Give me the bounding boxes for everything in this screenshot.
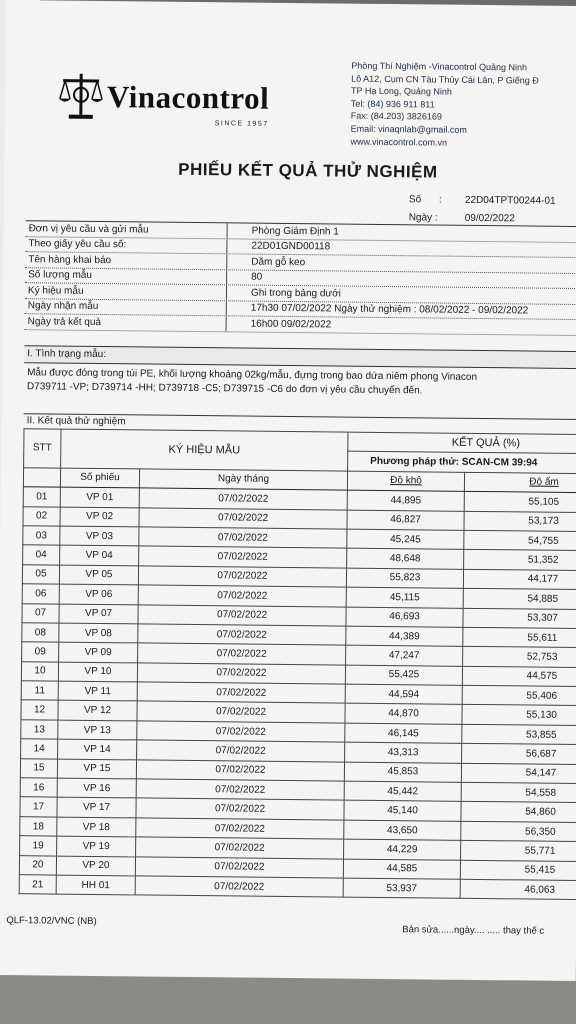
cell-doam: 55,406 bbox=[462, 685, 576, 706]
cell-dokho: 53,937 bbox=[343, 878, 460, 899]
cell-dokho: 45,115 bbox=[346, 587, 463, 608]
cell-ngay: 07/02/2022 bbox=[136, 837, 344, 859]
cell-dokho: 48,648 bbox=[347, 548, 464, 569]
cell-ngay: 07/02/2022 bbox=[137, 721, 345, 743]
cell-sp: VP 11 bbox=[58, 681, 137, 701]
cell-sp: VP 12 bbox=[58, 701, 137, 721]
info-label: Số lượng mẫu bbox=[25, 268, 227, 285]
cell-doam: 54,755 bbox=[464, 530, 576, 551]
header-ketqua: KẾT QUẢ (%) bbox=[348, 432, 576, 454]
cell-stt: 11 bbox=[21, 681, 58, 701]
cell-stt: 15 bbox=[20, 758, 57, 778]
cell-dokho: 44,229 bbox=[344, 839, 461, 860]
header-doam: Độ ẩm bbox=[464, 472, 576, 493]
cell-sp: VP 15 bbox=[57, 759, 136, 779]
cell-doam: 55,611 bbox=[463, 627, 576, 648]
cell-ngay: 07/02/2022 bbox=[138, 604, 346, 626]
cell-ngay: 07/02/2022 bbox=[138, 643, 346, 665]
cell-doam: 55,105 bbox=[464, 491, 576, 512]
cell-dokho: 45,853 bbox=[344, 762, 461, 783]
cell-ngay: 07/02/2022 bbox=[136, 818, 344, 840]
info-label: Tên hàng khai báo bbox=[25, 252, 227, 269]
cell-sp: VP 04 bbox=[60, 545, 139, 565]
cell-dokho: 46,693 bbox=[346, 607, 463, 628]
cell-sp: VP 13 bbox=[58, 720, 137, 740]
cell-ngay: 07/02/2022 bbox=[138, 624, 346, 646]
cell-doam: 55,415 bbox=[460, 860, 576, 881]
cell-dokho: 44,895 bbox=[347, 490, 464, 511]
cell-sp: VP 05 bbox=[59, 565, 138, 585]
since-label: SINCE 1957 bbox=[214, 120, 269, 128]
contact-line: Email: vinaqnlab@gmail.com bbox=[350, 123, 467, 135]
cell-dokho: 46,827 bbox=[347, 510, 464, 531]
section-text: Mẫu được đóng trong túi PE, khối lượng khoảng 02kg/mẫu, đựng trong bao dứa niêm phong Vinacon bbox=[27, 367, 478, 383]
cell-dokho: 43,650 bbox=[344, 820, 461, 841]
cell-ngay: 07/02/2022 bbox=[139, 507, 347, 529]
cell-sp: VP 10 bbox=[58, 662, 137, 682]
cell-stt: 08 bbox=[22, 623, 59, 643]
cell-ngay: 07/02/2022 bbox=[135, 876, 343, 898]
info-value: Ghi trong bảng dưới bbox=[250, 287, 341, 300]
header-dokho: Độ khô bbox=[347, 471, 464, 492]
company-logo bbox=[59, 71, 270, 128]
cell-sp: VP 02 bbox=[60, 507, 139, 527]
cell-doam: 54,558 bbox=[461, 782, 576, 803]
scales-logo-icon bbox=[59, 71, 104, 121]
cell-stt: 16 bbox=[20, 778, 57, 798]
contact-line: Phòng Thí Nghiệm -Vinacontrol Quảng Ninh bbox=[351, 60, 528, 73]
section-heading: I. Tình trạng mẫu: bbox=[24, 345, 576, 369]
cell-ngay: 07/02/2022 bbox=[139, 527, 347, 549]
so-colon: : bbox=[438, 194, 442, 206]
cell-stt: 19 bbox=[20, 836, 57, 856]
cell-doam: 53,307 bbox=[463, 608, 576, 629]
cell-ngay: 07/02/2022 bbox=[135, 856, 343, 878]
cell-doam: 55,130 bbox=[462, 705, 576, 726]
contact-line: Fax: (84.203) 3826169 bbox=[350, 110, 442, 122]
cell-sp: VP 09 bbox=[59, 642, 138, 662]
info-label: Ngày trả kết quả bbox=[25, 314, 227, 331]
cell-doam: 46,063 bbox=[460, 879, 576, 900]
report-meta bbox=[409, 191, 556, 229]
cell-ngay: 07/02/2022 bbox=[139, 546, 347, 568]
info-label: Đơn vị yêu cầu và gửi mẫu bbox=[26, 221, 228, 238]
cell-sp: VP 03 bbox=[60, 526, 139, 546]
cell-stt: 17 bbox=[20, 797, 57, 817]
cell-stt: 13 bbox=[21, 720, 58, 740]
info-value: Dăm gỗ keo bbox=[251, 256, 306, 268]
table-surface bbox=[0, 975, 576, 1024]
contact-line: www.vinacontrol.com.vn bbox=[350, 136, 448, 148]
info-value: 80 bbox=[251, 271, 263, 283]
so-value: 22D04TPT00244-01 bbox=[464, 194, 556, 207]
cell-stt: 03 bbox=[23, 526, 60, 546]
cell-dokho: 44,585 bbox=[343, 859, 460, 880]
cell-sp: VP 18 bbox=[57, 817, 136, 837]
cell-stt: 04 bbox=[23, 545, 60, 565]
cell-ngay: 07/02/2022 bbox=[137, 740, 345, 762]
request-info bbox=[25, 220, 576, 336]
contact-line: Tel: (84) 936 911 811 bbox=[350, 98, 435, 110]
so-label: Số bbox=[408, 194, 422, 206]
header-sophieu: Số phiếu bbox=[60, 468, 139, 488]
contact-block bbox=[350, 60, 539, 150]
cell-dokho: 55,823 bbox=[346, 568, 463, 589]
info-value: 17h30 07/02/2022 Ngày thử nghiệm : 08/02/2022 - 09/02/2022 bbox=[250, 302, 529, 317]
info-label: Ký hiệu mẫu bbox=[25, 283, 227, 300]
contact-line: TP Hạ Long, Quảng Ninh bbox=[351, 85, 453, 97]
info-label: Ngày nhận mẫu bbox=[25, 299, 227, 316]
contact-line: Lô A12, Cụm CN Tàu Thủy Cái Lân, P Giếng Đ bbox=[351, 73, 539, 86]
section-heading: II. Kết quả thử nghiệm bbox=[24, 413, 576, 434]
cell-sp: VP 20 bbox=[56, 856, 135, 876]
cell-stt: 02 bbox=[23, 506, 60, 526]
cell-ngay: 07/02/2022 bbox=[138, 566, 346, 588]
cell-stt: 01 bbox=[23, 487, 60, 507]
cell-ngay: 07/02/2022 bbox=[138, 585, 346, 607]
cell-sp: VP 17 bbox=[57, 798, 136, 818]
revision-note: Bản sửa......ngày.... ..... thay thế c bbox=[402, 924, 545, 937]
cell-doam: 52,753 bbox=[463, 647, 576, 668]
cell-stt: 14 bbox=[21, 739, 58, 759]
cell-ngay: 07/02/2022 bbox=[139, 488, 347, 510]
cell-doam: 55,771 bbox=[461, 841, 576, 862]
cell-ngay: 07/02/2022 bbox=[136, 798, 344, 820]
cell-ngay: 07/02/2022 bbox=[137, 682, 345, 704]
cell-dokho: 44,870 bbox=[345, 704, 462, 725]
cell-stt: 05 bbox=[22, 564, 59, 584]
cell-doam: 56,350 bbox=[461, 821, 576, 842]
cell-doam: 53,173 bbox=[464, 511, 576, 532]
cell-sp: VP 08 bbox=[59, 623, 138, 643]
cell-dokho: 44,389 bbox=[346, 626, 463, 647]
cell-ngay: 07/02/2022 bbox=[136, 779, 344, 801]
cell-stt: 09 bbox=[22, 642, 59, 662]
cell-stt: 12 bbox=[21, 700, 58, 720]
cell-doam: 54,885 bbox=[463, 588, 576, 609]
cell-doam: 53,855 bbox=[462, 724, 576, 745]
cell-ngay: 07/02/2022 bbox=[136, 760, 344, 782]
sample-condition-section bbox=[24, 345, 576, 400]
cell-stt: 18 bbox=[20, 817, 57, 837]
cell-doam: 51,352 bbox=[464, 550, 576, 571]
cell-stt: 10 bbox=[21, 661, 58, 681]
results-table bbox=[19, 428, 576, 901]
cell-sp: VP 01 bbox=[60, 487, 139, 507]
cell-sp: VP 06 bbox=[59, 584, 138, 604]
cell-dokho: 44,594 bbox=[345, 684, 462, 705]
header-ngay: Ngày tháng bbox=[139, 469, 347, 491]
cell-dokho: 45,245 bbox=[347, 529, 464, 550]
cell-dokho: 46,145 bbox=[345, 723, 462, 744]
cell-dokho: 43,313 bbox=[345, 742, 462, 763]
section-text: D739711 -VP; D739714 -HH; D739718 -C5; D739715 -C6 do đơn vị yêu cầu chuyển đến. bbox=[26, 381, 423, 397]
cell-ngay: 07/02/2022 bbox=[137, 663, 345, 685]
cell-sp: VP 07 bbox=[59, 604, 138, 624]
cell-sp: VP 16 bbox=[57, 778, 136, 798]
brand-name: Vinacontrol bbox=[106, 78, 270, 116]
cell-dokho: 45,140 bbox=[344, 801, 461, 822]
ngay-label: Ngày : bbox=[408, 212, 438, 224]
cell-sp: VP 19 bbox=[57, 836, 136, 856]
cell-ngay: 07/02/2022 bbox=[137, 701, 345, 723]
cell-stt: 21 bbox=[19, 875, 56, 895]
info-label: Theo giấy yêu cầu số: bbox=[25, 237, 227, 254]
cell-sp: HH 01 bbox=[56, 875, 135, 895]
cell-dokho: 45,442 bbox=[344, 781, 461, 802]
cell-stt: 20 bbox=[19, 855, 56, 875]
info-value: 22D01GND00118 bbox=[251, 240, 331, 253]
page-title: PHIẾU KẾT QUẢ THỬ NGHIỆM bbox=[178, 159, 438, 182]
header-stt: STT bbox=[24, 429, 61, 468]
cell-doam: 44,177 bbox=[463, 569, 576, 590]
cell-sp: VP 14 bbox=[58, 739, 137, 759]
cell-stt: 07 bbox=[22, 603, 59, 623]
header-kyhieu: KÝ HIỆU MẪU bbox=[61, 429, 348, 471]
results-body bbox=[19, 487, 576, 900]
info-value: 16h00 09/02/2022 bbox=[250, 318, 332, 331]
cell-dokho: 47,247 bbox=[346, 645, 463, 666]
cell-doam: 56,687 bbox=[462, 744, 576, 765]
ngay-value: 09/02/2022 bbox=[464, 212, 515, 225]
cell-doam: 44,575 bbox=[462, 666, 576, 687]
cell-doam: 54,147 bbox=[461, 763, 576, 784]
header-method: Phương pháp thử: SCAN-CM 39:94 bbox=[348, 451, 576, 473]
cell-stt: 06 bbox=[22, 584, 59, 604]
cell-doam: 54,860 bbox=[461, 802, 576, 823]
form-code: QLF-13.02/VNC (NB) bbox=[6, 915, 97, 927]
header-blank bbox=[23, 467, 60, 487]
cell-dokho: 55,425 bbox=[345, 665, 462, 686]
info-value: Phòng Giám Định 1 bbox=[251, 225, 339, 238]
